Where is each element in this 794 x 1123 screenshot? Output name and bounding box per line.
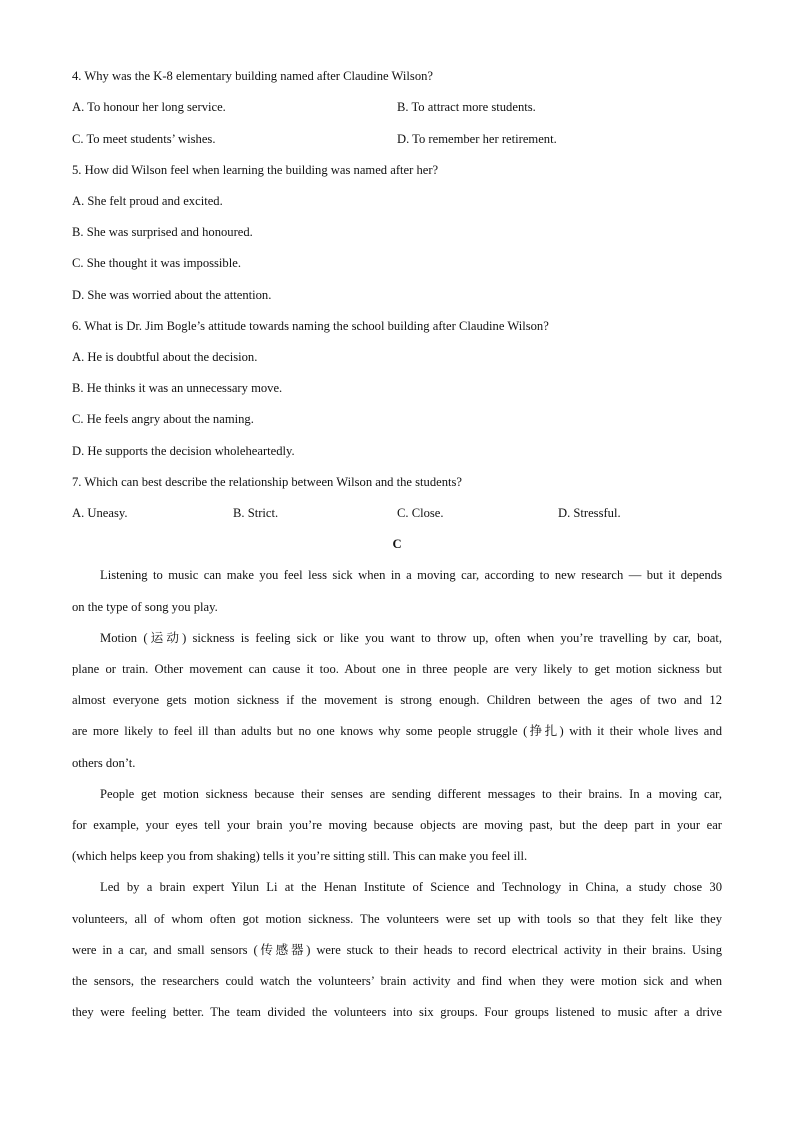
- question-7-stem: 7. Which can best describe the relationship between Wilson and the students?: [72, 475, 463, 489]
- question-5-option-d: D. She was worried about the attention.: [72, 288, 272, 302]
- paragraph-4-line-1: Led by a brain expert Yilun Li at the Henan Institute of Science and Technology in China, a study chose 30: [100, 880, 722, 894]
- question-4-stem: 4. Why was the K-8 elementary building named after Claudine Wilson?: [72, 69, 433, 83]
- paragraph-4-line-2: volunteers, all of whom often got motion sickness. The volunteers were set up with tools so that they felt like they: [72, 912, 722, 926]
- question-6-option-c: C. He feels angry about the naming.: [72, 412, 254, 426]
- paragraph-3-line-3: (which helps keep you from shaking) tells it you’re sitting still. This can make you feel ill.: [72, 849, 528, 863]
- question-5-option-c: C. She thought it was impossible.: [72, 256, 241, 270]
- question-6-option-d: D. He supports the decision wholeheartedly.: [72, 444, 295, 458]
- question-7-option-a: A. Uneasy.: [72, 506, 128, 520]
- question-5-option-b: B. She was surprised and honoured.: [72, 225, 253, 239]
- paragraph-1-line-2: on the type of song you play.: [72, 600, 218, 614]
- paragraph-2-line-1: Motion (运动) sickness is feeling sick or like you want to throw up, often when you’re travelling by car, boat,: [100, 631, 722, 645]
- paragraph-3-line-1: People get motion sickness because their senses are sending different messages to their brains. In a moving car,: [100, 787, 722, 801]
- question-4-option-d: D. To remember her retirement.: [397, 132, 557, 146]
- question-4-option-a: A. To honour her long service.: [72, 100, 226, 114]
- paragraph-2-line-5: others don’t.: [72, 756, 136, 770]
- question-6-option-a: A. He is doubtful about the decision.: [72, 350, 258, 364]
- question-7-option-b: B. Strict.: [233, 506, 279, 520]
- question-7-option-c: C. Close.: [397, 506, 444, 520]
- paragraph-4-line-3: were in a car, and small sensors (传感器) were stuck to their heads to record electrical activity in their brains. Using: [72, 943, 722, 957]
- paragraph-4-line-4: the sensors, the researchers could watch the volunteers’ brain activity and find when they were motion sick and when: [72, 974, 722, 988]
- paragraph-2-line-2: plane or train. Other movement can cause it too. About one in three people are very likely to get motion sickness but: [72, 662, 722, 676]
- paragraph-2-line-4: are more likely to feel ill than adults but no one knows why some people struggle (挣扎) with it their whole lives and: [72, 724, 722, 738]
- question-4-option-b: B. To attract more students.: [397, 100, 536, 114]
- paragraph-1-line-1: Listening to music can make you feel less sick when in a moving car, according to new research — but it depends: [100, 568, 722, 582]
- paragraph-4-line-5: they were feeling better. The team divided the volunteers into six groups. Four groups listened to music after a drive: [72, 1005, 722, 1019]
- question-6-stem: 6. What is Dr. Jim Bogle’s attitude towards naming the school building after Claudine Wilson?: [72, 319, 549, 333]
- question-5-stem: 5. How did Wilson feel when learning the building was named after her?: [72, 163, 439, 177]
- paragraph-3-line-2: for example, your eyes tell your brain you’re moving because objects are moving past, but the deep part in your ear: [72, 818, 722, 832]
- question-4-option-c: C. To meet students’ wishes.: [72, 132, 216, 146]
- question-5-option-a: A. She felt proud and excited.: [72, 194, 223, 208]
- section-c-heading: C: [392, 537, 402, 551]
- paragraph-2-line-3: almost everyone gets motion sickness if the movement is strong enough. Children between the ages of two and 12: [72, 693, 722, 707]
- question-7-option-d: D. Stressful.: [558, 506, 621, 520]
- question-6-option-b: B. He thinks it was an unnecessary move.: [72, 381, 283, 395]
